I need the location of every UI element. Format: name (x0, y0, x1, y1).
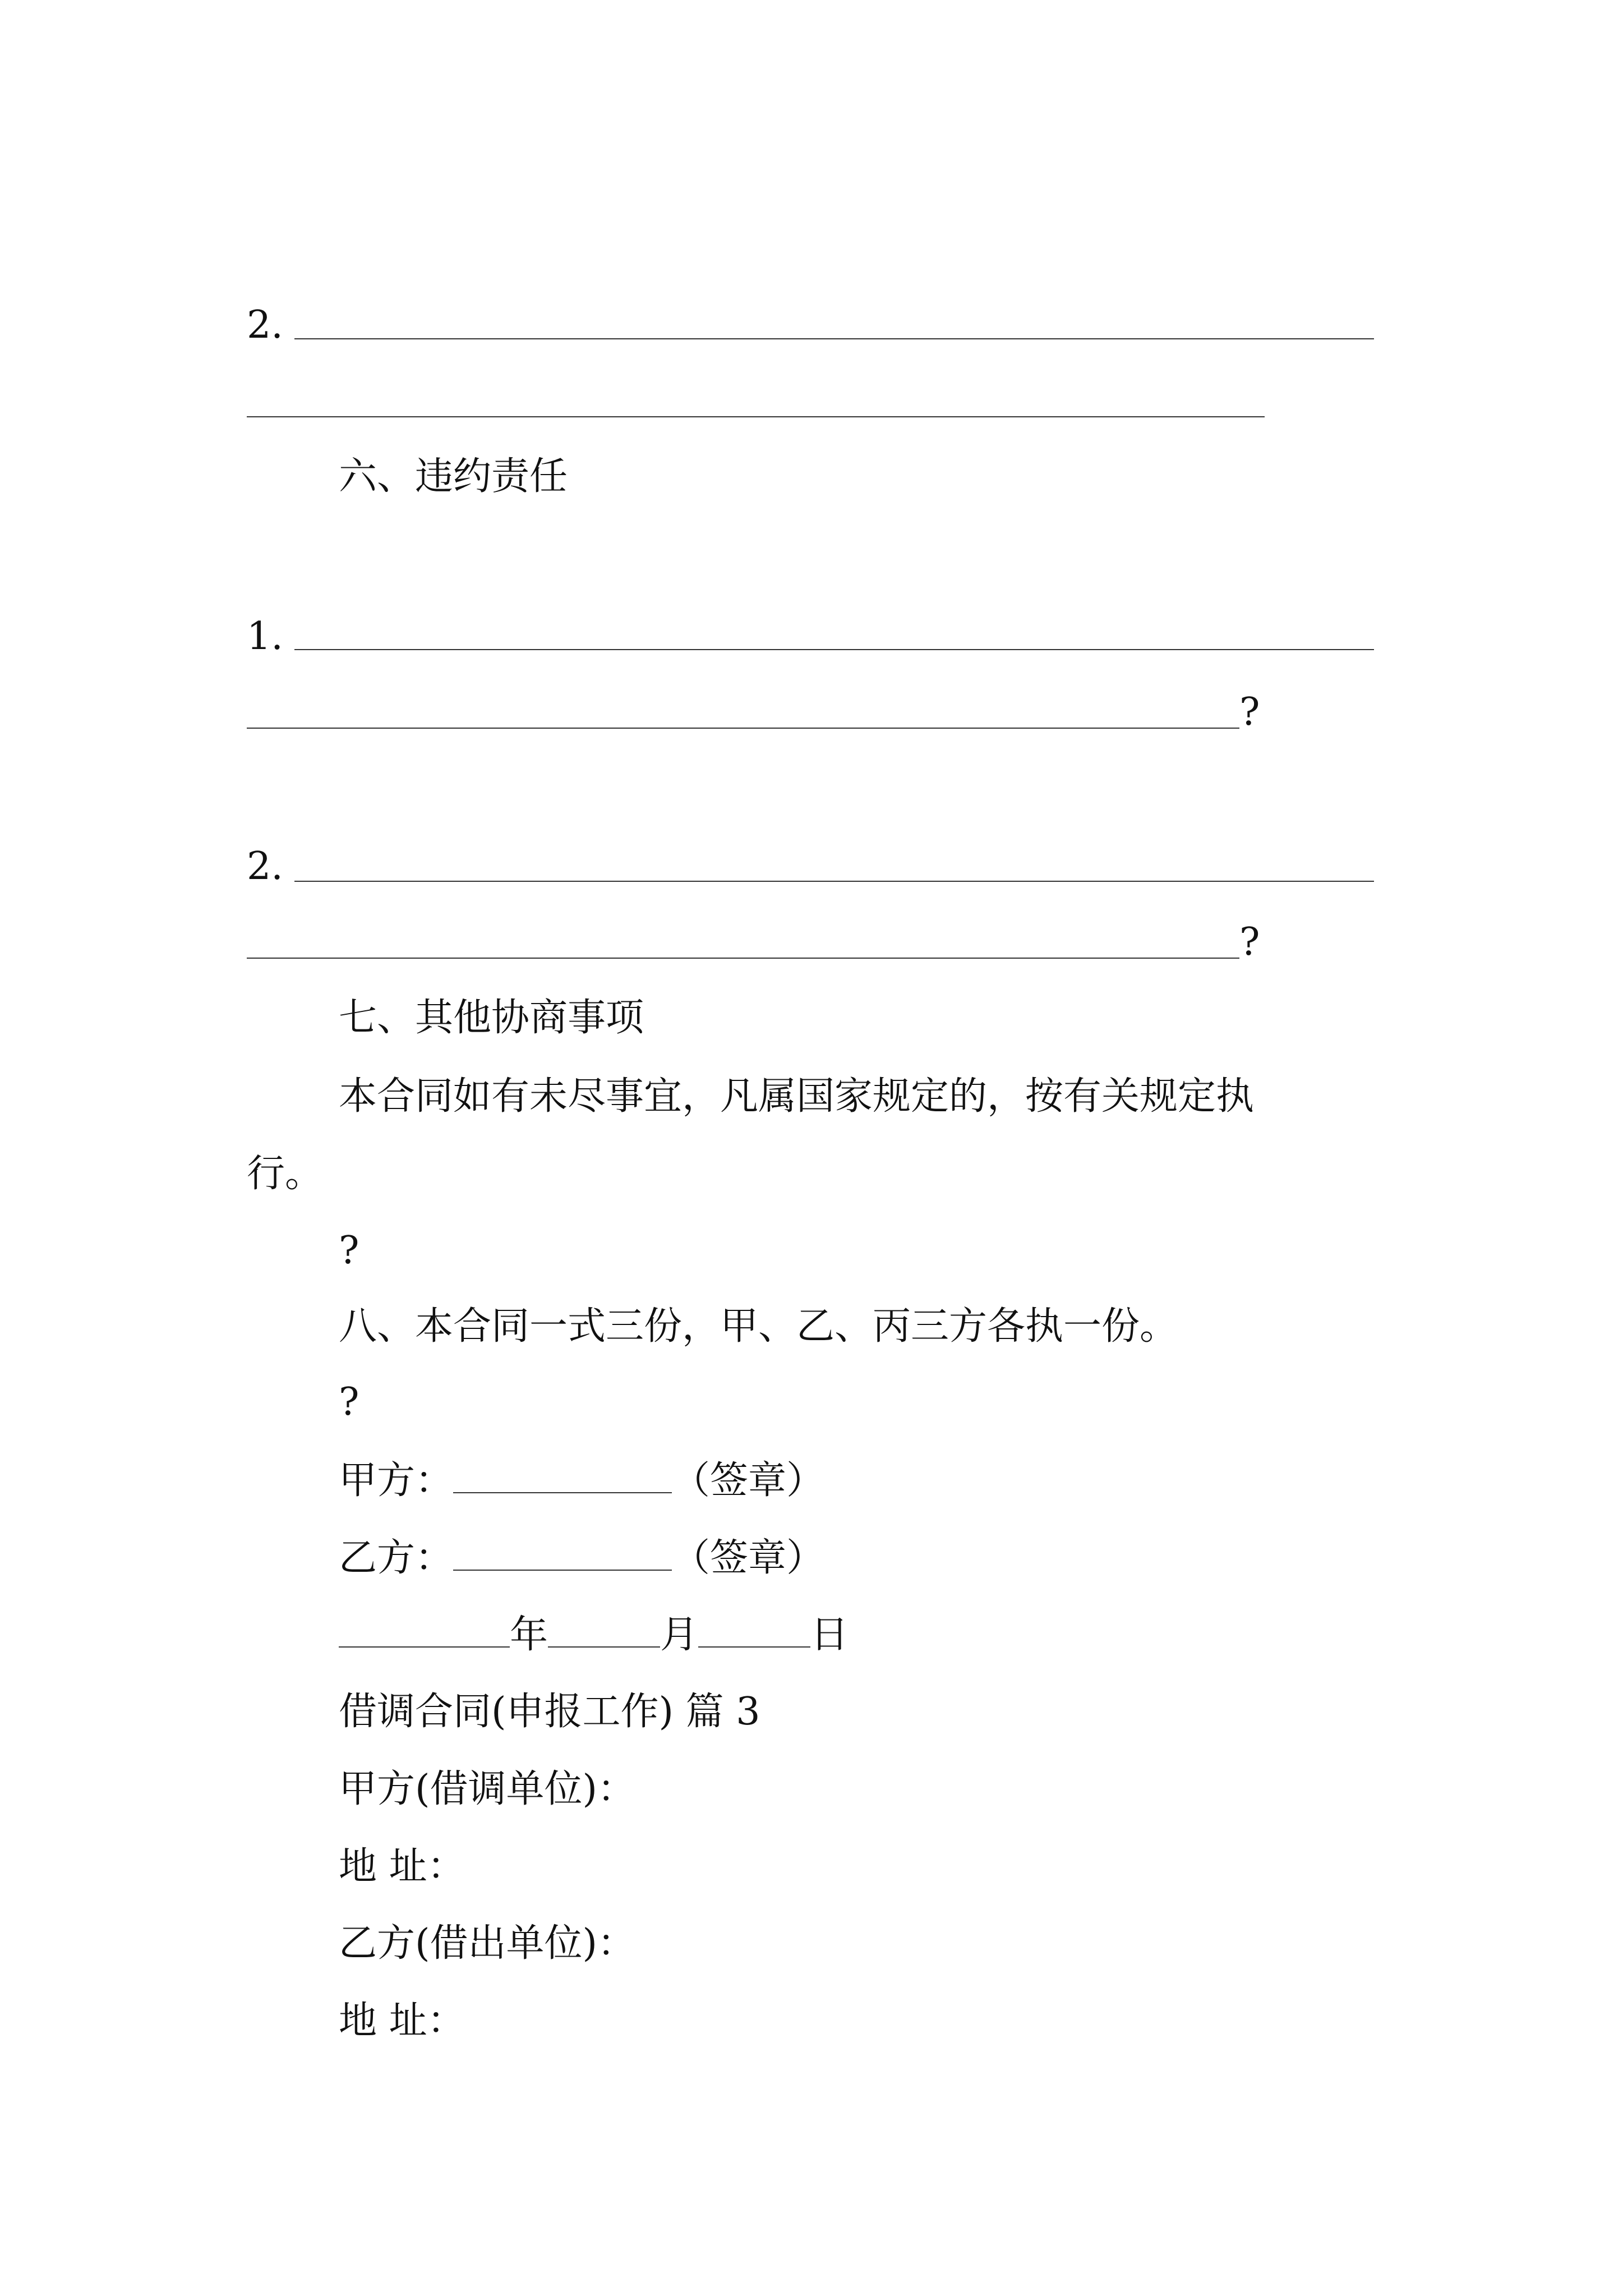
question-mark: ? (339, 1228, 359, 1273)
section-heading-8: 八、本合同一式三份，甲、乙、丙三方各执一份。 (339, 1304, 1178, 1349)
seal-label: （签章） (672, 1458, 825, 1503)
party-a-signature-row (339, 1456, 824, 1506)
party-a-line: 甲方(借调单位)： (339, 1767, 636, 1811)
date-row (339, 1610, 849, 1660)
day-blank (698, 1615, 810, 1648)
paragraph-line: 行。 (247, 1152, 324, 1196)
blank-line (247, 416, 1265, 417)
item-2-number: 2. (247, 303, 283, 347)
s6-item-1-number: 1. (247, 614, 283, 659)
blank-line (294, 338, 1374, 339)
section-heading-7: 七、其他协商事项 (339, 996, 644, 1040)
year-label: 年 (510, 1613, 548, 1657)
blank-line (294, 649, 1374, 650)
s6-item-2-end: ? (1239, 920, 1260, 964)
blank-line (247, 958, 1239, 959)
party-b-signature-row (339, 1533, 824, 1584)
address-a-line: 地 址： (339, 1844, 465, 1889)
month-label: 月 (660, 1613, 699, 1657)
month-blank (548, 1615, 660, 1648)
day-label: 日 (810, 1613, 849, 1657)
address-b-line: 地 址： (339, 1999, 465, 2043)
seal-label: （签章） (672, 1536, 825, 1580)
s6-item-1-end: ? (1239, 690, 1260, 734)
blank-line (294, 881, 1374, 882)
blank-line (247, 728, 1239, 729)
paragraph-line: 本合同如有未尽事宜，凡属国家规定的，按有关规定执 (339, 1074, 1255, 1119)
question-mark: ? (339, 1380, 359, 1424)
contract-3-title: 借调合同(申报工作) 篇 3 (339, 1690, 760, 1734)
signature-blank (453, 1461, 672, 1493)
party-b-label: 乙方： (339, 1536, 454, 1580)
year-blank (339, 1615, 510, 1648)
party-a-label: 甲方： (339, 1458, 454, 1503)
s6-item-2-number: 2. (247, 844, 283, 889)
party-b-line: 乙方(借出单位)： (339, 1921, 636, 1966)
section-heading-6: 六、违约责任 (339, 454, 568, 499)
signature-blank (453, 1538, 672, 1571)
